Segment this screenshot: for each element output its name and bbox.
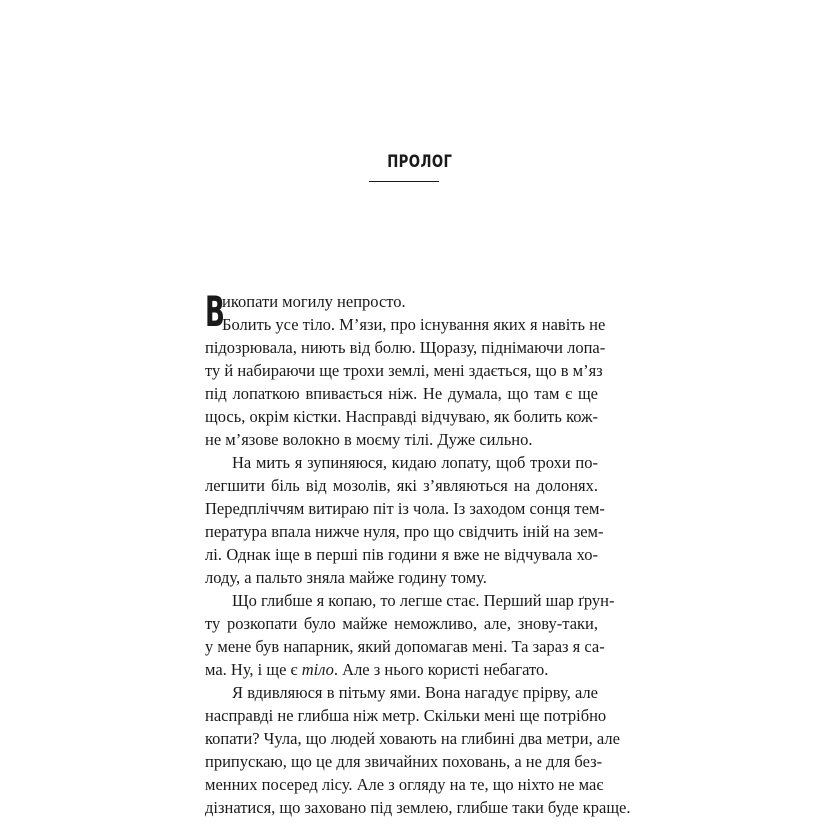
text-line [205,566,598,589]
text-line [205,382,598,405]
text-line [205,704,607,727]
text-line [205,681,598,704]
text-line-content: Передпліччям витираю піт із чола. Із заходом сонця тем- [205,499,605,518]
text-line-continuation: . Але з нього користі небагато. [333,660,549,679]
text-line-content: не м’язове волокно в моєму тілі. Дуже сильно. [205,430,533,449]
text-line [205,727,620,750]
text-line-content: припускаю, що це для звичайних поховань, а не для без- [205,752,603,771]
text-line [205,405,598,428]
text-line-content: ту й набираючи ще трохи землі, мені здається, що в м’яз [205,361,603,380]
text-line [205,290,598,313]
text-line-content: щось, окрім кістки. Насправді відчуваю, як болить кож- [205,407,598,426]
text-line [205,773,604,796]
text-line-content: насправді не глибша ніж метр. Скільки мені ще потрібно [205,706,607,725]
text-line-content: икопати могилу непросто. [222,292,406,311]
text-line-content: лі. Однак іще в перші пів години я вже не відчувала хо- [205,545,598,564]
text-line-content: копати? Чула, що людей ховають на глибині два метри, але [205,729,620,748]
text-line [205,520,604,543]
text-line-content: пература впала нижче нуля, про що свідчить іній на зем- [205,522,604,541]
text-line [205,474,598,497]
text-line-content: Болить усе тіло. М’язи, про існування яких я навіть не [222,315,606,334]
text-line [205,359,603,382]
text-line-content: ма. Ну, і ще є [205,660,302,679]
text-line [205,796,631,819]
text-line [205,451,598,474]
text-line [205,750,603,773]
text-line-content: Я вдивляюся в пітьму ями. Вона нагадує прірву, але [232,683,598,702]
text-line-content: Що глибше я копаю, то легше стає. Перший шар ґрун- [232,591,615,610]
chapter-title-underline [369,181,439,182]
text-line [205,612,598,635]
text-line-content: у мене був напарник, який допомагав мені. Та зараз я са- [205,637,605,656]
chapter-title: ПРОЛОГ [387,152,453,172]
text-line-content: дізнатися, що заховано під землею, глибше таки буде краще. [205,798,631,817]
text-line [205,313,606,336]
body-text [205,287,631,819]
text-line [205,336,606,359]
text-line [205,658,598,681]
text-line [205,428,598,451]
text-line [205,589,615,612]
chapter-heading [0,152,840,176]
text-line [205,543,598,566]
text-line-content: На мить я зупиняюся, кидаю лопату, щоб трохи по- [232,453,598,472]
text-line-content: ту розкопати було майже неможливо, але, знову-таки, [205,614,598,633]
text-line [205,497,605,520]
text-line-content: менних посеред лісу. Але з огляду на те, що ніхто не має [205,775,604,794]
emphasized-word: тіло [301,660,334,679]
text-line-content: лоду, а пальто зняла майже годину тому. [205,568,487,587]
drop-cap: В [205,287,225,336]
text-line [205,635,605,658]
text-line-content: легшити біль від мозолів, які з’являються на долонях. [205,476,598,495]
text-line-content: підозрювала, ниють від болю. Щоразу, піднімаючи лопа- [205,338,606,357]
text-line-content: під лопаткою впивається ніж. Не думала, що там є ще [205,384,598,403]
